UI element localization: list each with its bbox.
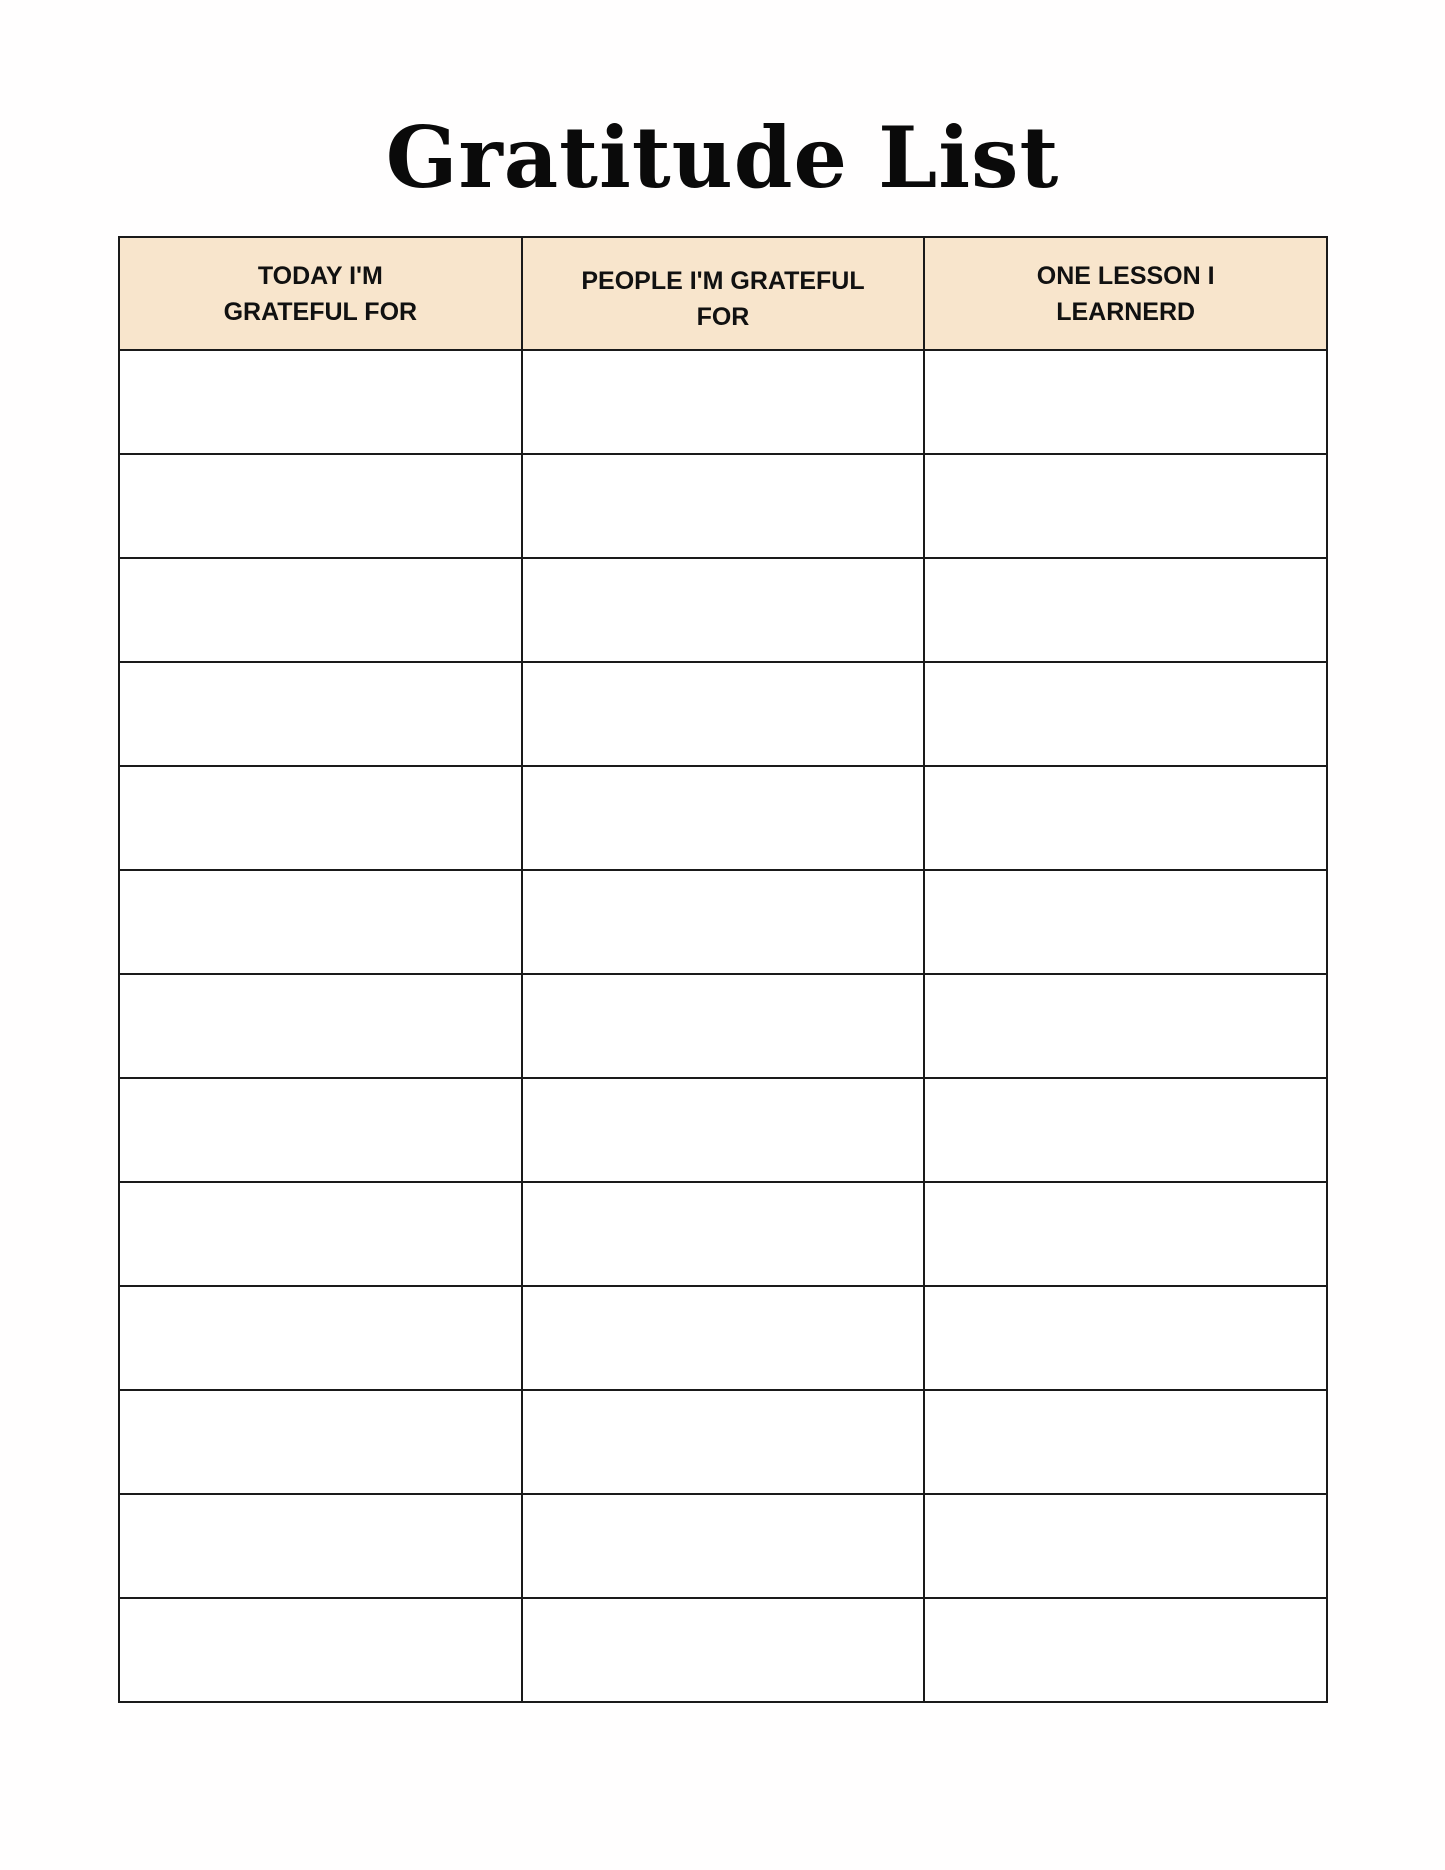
column-header-lesson (924, 237, 1327, 350)
table-cell[interactable] (924, 1286, 1327, 1390)
table-cell[interactable] (522, 350, 925, 454)
table-cell[interactable] (522, 974, 925, 1078)
table-row (119, 1494, 1327, 1598)
table-cell[interactable] (522, 766, 925, 870)
table-row (119, 454, 1327, 558)
column-header-label: ONE LESSON I LEARNERD (1036, 261, 1215, 326)
table-cell[interactable] (119, 350, 522, 454)
table-cell[interactable] (924, 1078, 1327, 1182)
table-row (119, 558, 1327, 662)
column-header-today (119, 237, 522, 350)
table-cell[interactable] (522, 558, 925, 662)
table-row (119, 870, 1327, 974)
table-cell[interactable] (924, 454, 1327, 558)
table-cell[interactable] (522, 662, 925, 766)
table-cell[interactable] (119, 662, 522, 766)
table-cell[interactable] (924, 1182, 1327, 1286)
table-cell[interactable] (522, 1078, 925, 1182)
table-cell[interactable] (119, 454, 522, 558)
table-cell[interactable] (522, 1390, 925, 1494)
table-cell[interactable] (119, 1182, 522, 1286)
table-cell[interactable] (522, 1494, 925, 1598)
table-cell[interactable] (522, 1286, 925, 1390)
table-cell[interactable] (924, 1494, 1327, 1598)
table-cell[interactable] (924, 766, 1327, 870)
table-cell[interactable] (119, 558, 522, 662)
table-row (119, 662, 1327, 766)
gratitude-table (118, 236, 1328, 1703)
table-cell[interactable] (119, 974, 522, 1078)
table-row (119, 1286, 1327, 1390)
table-cell[interactable] (522, 1598, 925, 1702)
table-row (119, 350, 1327, 454)
table-cell[interactable] (119, 1286, 522, 1390)
table-header-row (119, 237, 1327, 350)
table-cell[interactable] (924, 350, 1327, 454)
table-row (119, 1182, 1327, 1286)
table-cell[interactable] (119, 1390, 522, 1494)
table-cell[interactable] (522, 870, 925, 974)
table-body (119, 350, 1327, 1702)
table-row (119, 1078, 1327, 1182)
table-row (119, 1390, 1327, 1494)
column-header-label: PEOPLE I'M GRATEFUL FOR (581, 266, 865, 331)
table-cell[interactable] (924, 974, 1327, 1078)
table-row (119, 974, 1327, 1078)
table-cell[interactable] (924, 1390, 1327, 1494)
table-cell[interactable] (924, 558, 1327, 662)
table-cell[interactable] (924, 1598, 1327, 1702)
table-row (119, 766, 1327, 870)
table-cell[interactable] (119, 766, 522, 870)
table-cell[interactable] (119, 1494, 522, 1598)
table-row (119, 1598, 1327, 1702)
table-cell[interactable] (924, 662, 1327, 766)
table-cell[interactable] (522, 1182, 925, 1286)
table-cell[interactable] (119, 1598, 522, 1702)
table-cell[interactable] (522, 454, 925, 558)
table-cell[interactable] (924, 870, 1327, 974)
page-title: Gratitude List (385, 108, 1060, 207)
column-header-people (522, 237, 925, 350)
column-header-label: TODAY I'M GRATEFUL FOR (223, 261, 418, 326)
table-cell[interactable] (119, 870, 522, 974)
table-cell[interactable] (119, 1078, 522, 1182)
